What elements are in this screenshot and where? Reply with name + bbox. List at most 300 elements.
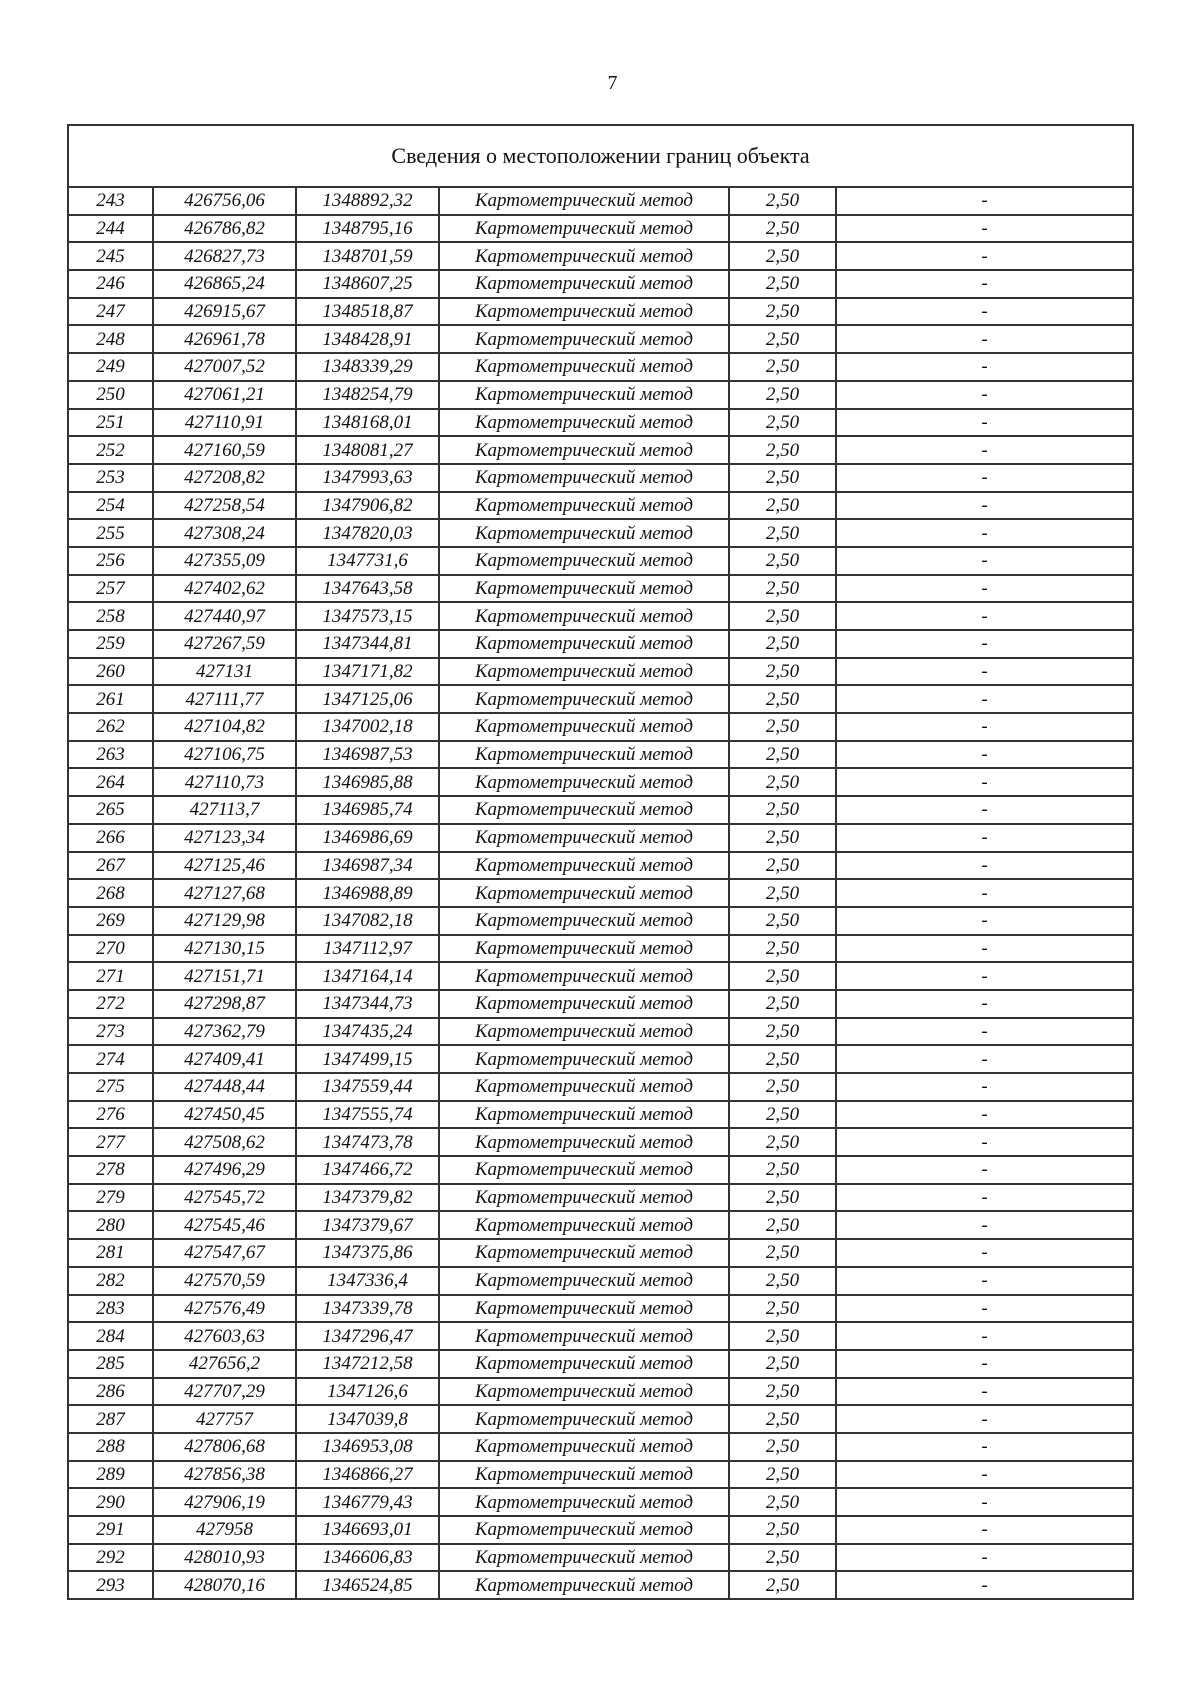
table-row: [68, 381, 1133, 409]
x-coordinate-cell: 427298,87: [153, 990, 296, 1018]
y-coordinate-cell: 1347473,78: [296, 1128, 439, 1156]
table-row: [68, 1295, 1133, 1323]
y-coordinate-cell: 1348168,01: [296, 409, 439, 437]
y-coordinate-cell: 1347573,15: [296, 602, 439, 630]
accuracy-cell: 2,50: [729, 1295, 836, 1323]
table-row: [68, 187, 1133, 215]
x-coordinate-cell: 427106,75: [153, 741, 296, 769]
method-cell: Картометрический метод: [439, 353, 729, 381]
point-number-cell: 274: [68, 1045, 153, 1073]
table-row: [68, 768, 1133, 796]
description-cell: -: [836, 1156, 1133, 1184]
method-cell: Картометрический метод: [439, 1433, 729, 1461]
table-row: [68, 1488, 1133, 1516]
description-cell: -: [836, 1128, 1133, 1156]
point-number-cell: 282: [68, 1267, 153, 1295]
method-cell: Картометрический метод: [439, 1267, 729, 1295]
x-coordinate-cell: 427258,54: [153, 492, 296, 520]
y-coordinate-cell: 1347082,18: [296, 907, 439, 935]
table-row: [68, 547, 1133, 575]
x-coordinate-cell: 427111,77: [153, 685, 296, 713]
accuracy-cell: 2,50: [729, 935, 836, 963]
table-row: [68, 685, 1133, 713]
method-cell: Картометрический метод: [439, 1571, 729, 1599]
method-cell: Картометрический метод: [439, 1018, 729, 1046]
accuracy-cell: 2,50: [729, 519, 836, 547]
method-cell: Картометрический метод: [439, 409, 729, 437]
accuracy-cell: 2,50: [729, 353, 836, 381]
method-cell: Картометрический метод: [439, 547, 729, 575]
table-row: [68, 796, 1133, 824]
point-number-cell: 254: [68, 492, 153, 520]
table-row: [68, 990, 1133, 1018]
description-cell: -: [836, 1295, 1133, 1323]
accuracy-cell: 2,50: [729, 907, 836, 935]
x-coordinate-cell: 427545,72: [153, 1184, 296, 1212]
method-cell: Картометрический метод: [439, 215, 729, 243]
accuracy-cell: 2,50: [729, 713, 836, 741]
table-row: [68, 1433, 1133, 1461]
y-coordinate-cell: 1347379,82: [296, 1184, 439, 1212]
method-cell: Картометрический метод: [439, 436, 729, 464]
y-coordinate-cell: 1347379,67: [296, 1211, 439, 1239]
point-number-cell: 291: [68, 1516, 153, 1544]
point-number-cell: 268: [68, 879, 153, 907]
method-cell: Картометрический метод: [439, 1128, 729, 1156]
x-coordinate-cell: 427267,59: [153, 630, 296, 658]
x-coordinate-cell: 427496,29: [153, 1156, 296, 1184]
y-coordinate-cell: 1347126,6: [296, 1378, 439, 1406]
accuracy-cell: 2,50: [729, 1128, 836, 1156]
point-number-cell: 257: [68, 575, 153, 603]
method-cell: Картометрический метод: [439, 381, 729, 409]
y-coordinate-cell: 1346524,85: [296, 1571, 439, 1599]
method-cell: Картометрический метод: [439, 658, 729, 686]
point-number-cell: 280: [68, 1211, 153, 1239]
description-cell: -: [836, 187, 1133, 215]
method-cell: Картометрический метод: [439, 1295, 729, 1323]
point-number-cell: 265: [68, 796, 153, 824]
point-number-cell: 261: [68, 685, 153, 713]
y-coordinate-cell: 1347906,82: [296, 492, 439, 520]
x-coordinate-cell: 426865,24: [153, 270, 296, 298]
table-row: [68, 1073, 1133, 1101]
y-coordinate-cell: 1346693,01: [296, 1516, 439, 1544]
method-cell: Картометрический метод: [439, 1461, 729, 1489]
description-cell: -: [836, 519, 1133, 547]
table-row: [68, 215, 1133, 243]
point-number-cell: 245: [68, 242, 153, 270]
description-cell: -: [836, 1101, 1133, 1129]
y-coordinate-cell: 1346986,69: [296, 824, 439, 852]
point-number-cell: 286: [68, 1378, 153, 1406]
accuracy-cell: 2,50: [729, 879, 836, 907]
point-number-cell: 288: [68, 1433, 153, 1461]
point-number-cell: 266: [68, 824, 153, 852]
method-cell: Картометрический метод: [439, 1045, 729, 1073]
table-row: [68, 1184, 1133, 1212]
description-cell: -: [836, 713, 1133, 741]
point-number-cell: 269: [68, 907, 153, 935]
table-row: [68, 852, 1133, 880]
point-number-cell: 278: [68, 1156, 153, 1184]
y-coordinate-cell: 1347731,6: [296, 547, 439, 575]
accuracy-cell: 2,50: [729, 492, 836, 520]
method-cell: Картометрический метод: [439, 630, 729, 658]
x-coordinate-cell: 427123,34: [153, 824, 296, 852]
method-cell: Картометрический метод: [439, 1101, 729, 1129]
point-number-cell: 252: [68, 436, 153, 464]
table-row: [68, 464, 1133, 492]
y-coordinate-cell: 1347466,72: [296, 1156, 439, 1184]
point-number-cell: 255: [68, 519, 153, 547]
x-coordinate-cell: 427958: [153, 1516, 296, 1544]
method-cell: Картометрический метод: [439, 1405, 729, 1433]
accuracy-cell: 2,50: [729, 1378, 836, 1406]
x-coordinate-cell: 426961,78: [153, 325, 296, 353]
accuracy-cell: 2,50: [729, 1267, 836, 1295]
table-row: [68, 602, 1133, 630]
point-number-cell: 273: [68, 1018, 153, 1046]
description-cell: -: [836, 215, 1133, 243]
method-cell: Картометрический метод: [439, 962, 729, 990]
y-coordinate-cell: 1347212,58: [296, 1350, 439, 1378]
method-cell: Картометрический метод: [439, 1350, 729, 1378]
description-cell: -: [836, 547, 1133, 575]
description-cell: -: [836, 325, 1133, 353]
x-coordinate-cell: 427448,44: [153, 1073, 296, 1101]
y-coordinate-cell: 1346953,08: [296, 1433, 439, 1461]
x-coordinate-cell: 427402,62: [153, 575, 296, 603]
description-cell: -: [836, 464, 1133, 492]
point-number-cell: 271: [68, 962, 153, 990]
method-cell: Картометрический метод: [439, 685, 729, 713]
x-coordinate-cell: 427308,24: [153, 519, 296, 547]
x-coordinate-cell: 427409,41: [153, 1045, 296, 1073]
y-coordinate-cell: 1347499,15: [296, 1045, 439, 1073]
description-cell: -: [836, 1544, 1133, 1572]
x-coordinate-cell: 427125,46: [153, 852, 296, 880]
x-coordinate-cell: 427450,45: [153, 1101, 296, 1129]
accuracy-cell: 2,50: [729, 602, 836, 630]
y-coordinate-cell: 1347344,81: [296, 630, 439, 658]
method-cell: Картометрический метод: [439, 492, 729, 520]
y-coordinate-cell: 1348518,87: [296, 298, 439, 326]
point-number-cell: 284: [68, 1322, 153, 1350]
x-coordinate-cell: 427129,98: [153, 907, 296, 935]
x-coordinate-cell: 428010,93: [153, 1544, 296, 1572]
x-coordinate-cell: 427547,67: [153, 1239, 296, 1267]
point-number-cell: 246: [68, 270, 153, 298]
description-cell: -: [836, 990, 1133, 1018]
x-coordinate-cell: 427576,49: [153, 1295, 296, 1323]
x-coordinate-cell: 427707,29: [153, 1378, 296, 1406]
accuracy-cell: 2,50: [729, 1073, 836, 1101]
page-number: 7: [607, 72, 618, 94]
point-number-cell: 281: [68, 1239, 153, 1267]
x-coordinate-cell: 427061,21: [153, 381, 296, 409]
y-coordinate-cell: 1348795,16: [296, 215, 439, 243]
accuracy-cell: 2,50: [729, 1488, 836, 1516]
point-number-cell: 259: [68, 630, 153, 658]
description-cell: -: [836, 1378, 1133, 1406]
point-number-cell: 262: [68, 713, 153, 741]
point-number-cell: 244: [68, 215, 153, 243]
table-row: [68, 436, 1133, 464]
method-cell: Картометрический метод: [439, 879, 729, 907]
method-cell: Картометрический метод: [439, 519, 729, 547]
accuracy-cell: 2,50: [729, 575, 836, 603]
method-cell: Картометрический метод: [439, 1322, 729, 1350]
description-cell: -: [836, 796, 1133, 824]
description-cell: -: [836, 298, 1133, 326]
description-cell: -: [836, 575, 1133, 603]
y-coordinate-cell: 1346987,34: [296, 852, 439, 880]
x-coordinate-cell: 426915,67: [153, 298, 296, 326]
table-caption: Сведения о местоположении границ объекта: [68, 125, 1133, 187]
table-row: [68, 658, 1133, 686]
point-number-cell: 277: [68, 1128, 153, 1156]
point-number-cell: 256: [68, 547, 153, 575]
y-coordinate-cell: 1346779,43: [296, 1488, 439, 1516]
accuracy-cell: 2,50: [729, 1571, 836, 1599]
table-row: [68, 1128, 1133, 1156]
description-cell: -: [836, 741, 1133, 769]
method-cell: Картометрический метод: [439, 1516, 729, 1544]
method-cell: Картометрический метод: [439, 1184, 729, 1212]
accuracy-cell: 2,50: [729, 990, 836, 1018]
point-number-cell: 263: [68, 741, 153, 769]
y-coordinate-cell: 1347164,14: [296, 962, 439, 990]
table-row: [68, 1405, 1133, 1433]
table-row: [68, 962, 1133, 990]
table-row: [68, 1544, 1133, 1572]
method-cell: Картометрический метод: [439, 270, 729, 298]
y-coordinate-cell: 1347002,18: [296, 713, 439, 741]
description-cell: -: [836, 935, 1133, 963]
description-cell: -: [836, 658, 1133, 686]
description-cell: -: [836, 1239, 1133, 1267]
method-cell: Картометрический метод: [439, 602, 729, 630]
table-row: [68, 907, 1133, 935]
x-coordinate-cell: 427130,15: [153, 935, 296, 963]
y-coordinate-cell: 1347993,63: [296, 464, 439, 492]
table-row: [68, 1378, 1133, 1406]
table-caption-row: [68, 125, 1133, 187]
method-cell: Картометрический метод: [439, 1544, 729, 1572]
table-row: [68, 325, 1133, 353]
description-cell: -: [836, 1267, 1133, 1295]
accuracy-cell: 2,50: [729, 1405, 836, 1433]
point-number-cell: 243: [68, 187, 153, 215]
method-cell: Картометрический метод: [439, 575, 729, 603]
accuracy-cell: 2,50: [729, 685, 836, 713]
y-coordinate-cell: 1348701,59: [296, 242, 439, 270]
y-coordinate-cell: 1347643,58: [296, 575, 439, 603]
point-number-cell: 292: [68, 1544, 153, 1572]
y-coordinate-cell: 1348892,32: [296, 187, 439, 215]
description-cell: -: [836, 1516, 1133, 1544]
table-row: [68, 492, 1133, 520]
x-coordinate-cell: 427007,52: [153, 353, 296, 381]
point-number-cell: 248: [68, 325, 153, 353]
table-row: [68, 1571, 1133, 1599]
description-cell: -: [836, 409, 1133, 437]
accuracy-cell: 2,50: [729, 409, 836, 437]
point-number-cell: 285: [68, 1350, 153, 1378]
table-row: [68, 1322, 1133, 1350]
accuracy-cell: 2,50: [729, 464, 836, 492]
description-cell: -: [836, 879, 1133, 907]
accuracy-cell: 2,50: [729, 270, 836, 298]
table-row: [68, 1045, 1133, 1073]
y-coordinate-cell: 1347171,82: [296, 658, 439, 686]
x-coordinate-cell: 427362,79: [153, 1018, 296, 1046]
point-number-cell: 253: [68, 464, 153, 492]
accuracy-cell: 2,50: [729, 962, 836, 990]
point-number-cell: 283: [68, 1295, 153, 1323]
accuracy-cell: 2,50: [729, 1350, 836, 1378]
accuracy-cell: 2,50: [729, 242, 836, 270]
method-cell: Картометрический метод: [439, 464, 729, 492]
point-number-cell: 275: [68, 1073, 153, 1101]
table-row: [68, 713, 1133, 741]
x-coordinate-cell: 426756,06: [153, 187, 296, 215]
table-row: [68, 824, 1133, 852]
accuracy-cell: 2,50: [729, 1239, 836, 1267]
description-cell: -: [836, 852, 1133, 880]
table-row: [68, 1239, 1133, 1267]
accuracy-cell: 2,50: [729, 436, 836, 464]
method-cell: Картометрический метод: [439, 187, 729, 215]
x-coordinate-cell: 427570,59: [153, 1267, 296, 1295]
table-row: [68, 1156, 1133, 1184]
accuracy-cell: 2,50: [729, 325, 836, 353]
point-number-cell: 270: [68, 935, 153, 963]
y-coordinate-cell: 1346987,53: [296, 741, 439, 769]
x-coordinate-cell: 427160,59: [153, 436, 296, 464]
accuracy-cell: 2,50: [729, 630, 836, 658]
description-cell: -: [836, 242, 1133, 270]
accuracy-cell: 2,50: [729, 215, 836, 243]
x-coordinate-cell: 427151,71: [153, 962, 296, 990]
accuracy-cell: 2,50: [729, 547, 836, 575]
accuracy-cell: 2,50: [729, 1544, 836, 1572]
description-cell: -: [836, 962, 1133, 990]
description-cell: -: [836, 907, 1133, 935]
y-coordinate-cell: 1347039,8: [296, 1405, 439, 1433]
accuracy-cell: 2,50: [729, 1045, 836, 1073]
accuracy-cell: 2,50: [729, 768, 836, 796]
accuracy-cell: 2,50: [729, 1461, 836, 1489]
accuracy-cell: 2,50: [729, 658, 836, 686]
description-cell: -: [836, 1488, 1133, 1516]
description-cell: -: [836, 1073, 1133, 1101]
point-number-cell: 260: [68, 658, 153, 686]
method-cell: Картометрический метод: [439, 1239, 729, 1267]
description-cell: -: [836, 1461, 1133, 1489]
x-coordinate-cell: 427656,2: [153, 1350, 296, 1378]
x-coordinate-cell: 427110,73: [153, 768, 296, 796]
description-cell: -: [836, 492, 1133, 520]
y-coordinate-cell: 1346988,89: [296, 879, 439, 907]
accuracy-cell: 2,50: [729, 1156, 836, 1184]
x-coordinate-cell: 427208,82: [153, 464, 296, 492]
x-coordinate-cell: 427603,63: [153, 1322, 296, 1350]
y-coordinate-cell: 1347555,74: [296, 1101, 439, 1129]
accuracy-cell: 2,50: [729, 187, 836, 215]
y-coordinate-cell: 1346606,83: [296, 1544, 439, 1572]
y-coordinate-cell: 1348339,29: [296, 353, 439, 381]
x-coordinate-cell: 427440,97: [153, 602, 296, 630]
accuracy-cell: 2,50: [729, 796, 836, 824]
table-row: [68, 242, 1133, 270]
method-cell: Картометрический метод: [439, 1378, 729, 1406]
table-row: [68, 1461, 1133, 1489]
y-coordinate-cell: 1348428,91: [296, 325, 439, 353]
description-cell: -: [836, 630, 1133, 658]
description-cell: -: [836, 1571, 1133, 1599]
x-coordinate-cell: 427906,19: [153, 1488, 296, 1516]
method-cell: Картометрический метод: [439, 1156, 729, 1184]
x-coordinate-cell: 427806,68: [153, 1433, 296, 1461]
y-coordinate-cell: 1347559,44: [296, 1073, 439, 1101]
description-cell: -: [836, 685, 1133, 713]
accuracy-cell: 2,50: [729, 1101, 836, 1129]
point-number-cell: 247: [68, 298, 153, 326]
method-cell: Картометрический метод: [439, 768, 729, 796]
accuracy-cell: 2,50: [729, 1211, 836, 1239]
accuracy-cell: 2,50: [729, 298, 836, 326]
point-number-cell: 276: [68, 1101, 153, 1129]
description-cell: -: [836, 824, 1133, 852]
method-cell: Картометрический метод: [439, 325, 729, 353]
method-cell: Картометрический метод: [439, 935, 729, 963]
table-row: [68, 1101, 1133, 1129]
description-cell: -: [836, 436, 1133, 464]
point-number-cell: 249: [68, 353, 153, 381]
table-row: [68, 298, 1133, 326]
y-coordinate-cell: 1348081,27: [296, 436, 439, 464]
y-coordinate-cell: 1348607,25: [296, 270, 439, 298]
table-row: [68, 935, 1133, 963]
x-coordinate-cell: 426786,82: [153, 215, 296, 243]
description-cell: -: [836, 381, 1133, 409]
y-coordinate-cell: 1347820,03: [296, 519, 439, 547]
point-number-cell: 250: [68, 381, 153, 409]
accuracy-cell: 2,50: [729, 381, 836, 409]
x-coordinate-cell: 427508,62: [153, 1128, 296, 1156]
table-row: [68, 1018, 1133, 1046]
x-coordinate-cell: 427131: [153, 658, 296, 686]
accuracy-cell: 2,50: [729, 852, 836, 880]
table-row: [68, 879, 1133, 907]
point-number-cell: 293: [68, 1571, 153, 1599]
table-row: [68, 1350, 1133, 1378]
y-coordinate-cell: 1346985,74: [296, 796, 439, 824]
method-cell: Картометрический метод: [439, 1488, 729, 1516]
x-coordinate-cell: 427110,91: [153, 409, 296, 437]
description-cell: -: [836, 1433, 1133, 1461]
accuracy-cell: 2,50: [729, 1322, 836, 1350]
method-cell: Картометрический метод: [439, 298, 729, 326]
table-row: [68, 741, 1133, 769]
x-coordinate-cell: 427856,38: [153, 1461, 296, 1489]
point-number-cell: 264: [68, 768, 153, 796]
table-row: [68, 1267, 1133, 1295]
method-cell: Картометрический метод: [439, 990, 729, 1018]
y-coordinate-cell: 1347125,06: [296, 685, 439, 713]
